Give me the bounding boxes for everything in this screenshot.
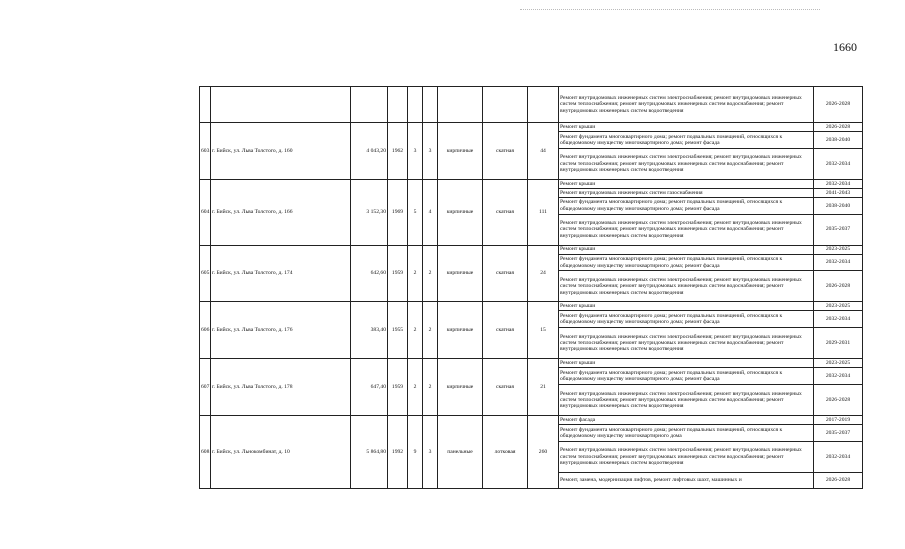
empty-cell: [528, 87, 559, 123]
building-number-cell: 608: [200, 416, 211, 489]
work-period-cell: 2041-2043: [814, 188, 863, 197]
building-number-cell: 605: [200, 245, 211, 302]
building-number-cell: 607: [200, 359, 211, 416]
address-cell: г. Бийск, ул. Льва Толстого, д. 176: [211, 302, 351, 359]
table-row: [200, 302, 863, 311]
work-period-cell: 2026-2028: [814, 122, 863, 131]
continuation-row: [200, 87, 863, 123]
entrances-cell: 2: [423, 302, 438, 359]
empty-cell: [423, 87, 438, 123]
floors-cell: 2: [408, 245, 423, 302]
address-cell: г. Бийск, ул. Льва Толстого, д. 166: [211, 179, 351, 245]
empty-cell: [408, 87, 423, 123]
work-type-cell: Ремонт фундамента многоквартирного дома; ремонт подвальных помещений, относящихся к общедомовому имуществу многоквартирного дома; ремонт фасада: [559, 368, 814, 385]
address-cell: г. Бийск, ул. Льва Толстого, д. 160: [211, 122, 351, 179]
empty-cell: [438, 87, 483, 123]
wall-material-cell: кирпичные: [438, 179, 483, 245]
work-type-cell: Ремонт внутридомовых инженерных систем электроснабжения; ремонт внутридомовых инженерных систем теплоснабжения; ремонт внутридомовых инженерных систем водоснабжения; ремонт внутридомовых инженерных систем водоотведения: [559, 328, 814, 359]
work-period-cell: 2032-2034: [814, 148, 863, 179]
building-number-cell: 604: [200, 179, 211, 245]
entrances-cell: 3: [423, 416, 438, 489]
work-period-cell: 2026-2028: [814, 271, 863, 302]
work-type-cell: Ремонт внутридомовых инженерных систем электроснабжения; ремонт внутридомовых инженерных систем теплоснабжения; ремонт внутридомовых инженерных систем водоснабжения; ремонт внутридомовых инженерных систем водоотведения: [559, 148, 814, 179]
work-period-cell: 2038-2040: [814, 131, 863, 148]
work-period-cell: 2017-2019: [814, 416, 863, 425]
floors-cell: 2: [408, 302, 423, 359]
wall-material-cell: панельные: [438, 416, 483, 489]
total-area-cell: 3 152,30: [351, 179, 388, 245]
entrances-cell: 3: [423, 122, 438, 179]
residents-cell: 24: [528, 245, 559, 302]
floors-cell: 3: [408, 122, 423, 179]
work-type-cell: Ремонт внутридомовых инженерных систем электроснабжения; ремонт внутридомовых инженерных систем теплоснабжения; ремонт внутридомовых инженерных систем водоснабжения; ремонт внутридомовых инженерных систем водоотведения: [559, 385, 814, 416]
total-area-cell: 383,40: [351, 302, 388, 359]
roof-type-cell: скатная: [483, 179, 528, 245]
work-type-cell: Ремонт внутридомовых инженерных систем электроснабжения; ремонт внутридомовых инженерных систем теплоснабжения; ремонт внутридомовых инженерных систем водоснабжения; ремонт внутридомовых инженерных систем водоотведения: [559, 441, 814, 472]
work-period-cell: 2032-2034: [814, 254, 863, 271]
year-built-cell: 1969: [388, 179, 408, 245]
total-area-cell: 647,40: [351, 359, 388, 416]
work-type-cell: Ремонт внутридомовых инженерных систем электроснабжения; ремонт внутридомовых инженерных систем теплоснабжения; ремонт внутридомовых инженерных систем водоснабжения; ремонт внутридомовых инженерных систем водоотведения: [559, 214, 814, 245]
roof-type-cell: скатная: [483, 245, 528, 302]
work-period-cell: 2035-2037: [814, 425, 863, 442]
work-period-cell: 2029-2031: [814, 328, 863, 359]
work-period-cell: 2032-2034: [814, 441, 863, 472]
work-period-cell: 2026-2028: [814, 472, 863, 488]
building-number-cell: 603: [200, 122, 211, 179]
work-type-cell: Ремонт фундамента многоквартирного дома; ремонт подвальных помещений, относящихся к общедомовому имуществу многоквартирного дома; ремонт фасада: [559, 311, 814, 328]
table-row: [200, 245, 863, 254]
work-type-cell: Ремонт фасада: [559, 416, 814, 425]
work-type-cell: Ремонт внутридомовых инженерных систем газоснабжения: [559, 188, 814, 197]
wall-material-cell: кирпичные: [438, 302, 483, 359]
floors-cell: 9: [408, 416, 423, 489]
work-type-cell: Ремонт фундамента многоквартирного дома; ремонт подвальных помещений, относящихся к общедомовому имуществу многоквартирного дома: [559, 425, 814, 442]
work-type-cell: Ремонт крыши: [559, 359, 814, 368]
work-period-cell: 2035-2037: [814, 214, 863, 245]
table-row: [200, 179, 863, 188]
roof-type-cell: скатная: [483, 122, 528, 179]
floors-cell: 5: [408, 179, 423, 245]
residents-cell: 44: [528, 122, 559, 179]
work-period-cell: 2032-2034: [814, 368, 863, 385]
work-type-cell: Ремонт фундамента многоквартирного дома; ремонт подвальных помещений, относящихся к общедомовому имуществу многоквартирного дома; ремонт фасада: [559, 131, 814, 148]
work-period-cell: 2023-2025: [814, 359, 863, 368]
work-period-cell: 2023-2025: [814, 302, 863, 311]
address-cell: г. Бийск, ул. Льва Толстого, д. 178: [211, 359, 351, 416]
year-built-cell: 1992: [388, 416, 408, 489]
wall-material-cell: кирпичные: [438, 245, 483, 302]
entrances-cell: 4: [423, 179, 438, 245]
residents-cell: 21: [528, 359, 559, 416]
total-area-cell: 4 043,20: [351, 122, 388, 179]
roof-type-cell: лотковая: [483, 416, 528, 489]
empty-cell: [388, 87, 408, 123]
empty-cell: [483, 87, 528, 123]
building-number-cell: 606: [200, 302, 211, 359]
work-type-cell: Ремонт, замена, модернизация лифтов, ремонт лифтовых шахт, машинных и: [559, 472, 814, 488]
roof-type-cell: скатная: [483, 359, 528, 416]
year-built-cell: 1962: [388, 122, 408, 179]
table-row: [200, 122, 863, 131]
address-cell: г. Бийск, ул. Льва Толстого, д. 174: [211, 245, 351, 302]
work-type-cell: Ремонт внутридомовых инженерных систем электроснабжения; ремонт внутридомовых инженерных систем теплоснабжения; ремонт внутридомовых инженерных систем водоснабжения; ремонт внутридомовых инженерных систем водоотведения: [559, 87, 814, 123]
entrances-cell: 2: [423, 359, 438, 416]
work-period-cell: 2026-2028: [814, 385, 863, 416]
empty-cell: [211, 87, 351, 123]
work-type-cell: Ремонт внутридомовых инженерных систем электроснабжения; ремонт внутридомовых инженерных систем теплоснабжения; ремонт внутридомовых инженерных систем водоснабжения; ремонт внутридомовых инженерных систем водоотведения: [559, 271, 814, 302]
table-row: [200, 359, 863, 368]
empty-cell: [200, 87, 211, 123]
total-area-cell: 642,60: [351, 245, 388, 302]
work-period-cell: 2023-2025: [814, 245, 863, 254]
work-type-cell: Ремонт крыши: [559, 245, 814, 254]
wall-material-cell: кирпичные: [438, 359, 483, 416]
work-period-cell: 2026-2028: [814, 87, 863, 123]
year-built-cell: 1959: [388, 359, 408, 416]
work-period-cell: 2038-2040: [814, 197, 863, 214]
roof-type-cell: скатная: [483, 302, 528, 359]
table-row: [200, 416, 863, 425]
work-type-cell: Ремонт крыши: [559, 179, 814, 188]
residents-cell: 111: [528, 179, 559, 245]
work-type-cell: Ремонт фундамента многоквартирного дома; ремонт подвальных помещений, относящихся к общедомовому имуществу многоквартирного дома; ремонт фасада: [559, 254, 814, 271]
year-built-cell: 1959: [388, 245, 408, 302]
wall-material-cell: кирпичные: [438, 122, 483, 179]
address-cell: г. Бийск, ул. Льнокомбинат, д. 10: [211, 416, 351, 489]
work-type-cell: Ремонт крыши: [559, 122, 814, 131]
repair-program-table: [199, 86, 863, 489]
work-type-cell: Ремонт крыши: [559, 302, 814, 311]
work-period-cell: 2032-2034: [814, 179, 863, 188]
work-period-cell: 2032-2034: [814, 311, 863, 328]
work-type-cell: Ремонт фундамента многоквартирного дома; ремонт подвальных помещений, относящихся к общедомовому имуществу многоквартирного дома; ремонт фасада: [559, 197, 814, 214]
residents-cell: 260: [528, 416, 559, 489]
scan-artifact-line: [520, 9, 820, 10]
page-number: 1660: [833, 40, 857, 54]
residents-cell: 15: [528, 302, 559, 359]
entrances-cell: 2: [423, 245, 438, 302]
empty-cell: [351, 87, 388, 123]
total-area-cell: 5 864,80: [351, 416, 388, 489]
year-built-cell: 1955: [388, 302, 408, 359]
floors-cell: 2: [408, 359, 423, 416]
